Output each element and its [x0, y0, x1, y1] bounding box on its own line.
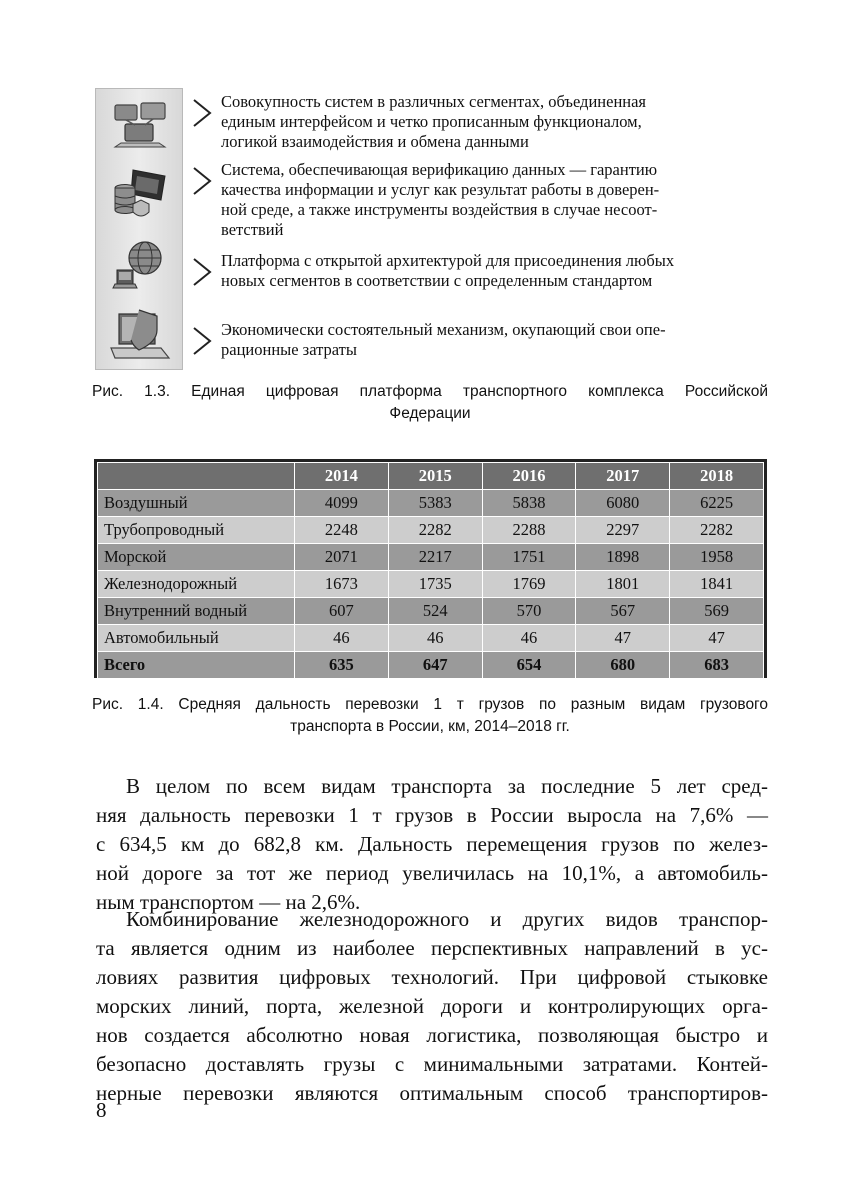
table-header-cell: 2018: [670, 463, 764, 490]
table-cell: 1673: [295, 571, 389, 598]
text-line: с 634,5 км до 682,8 км. Дальность перемещения грузов по желез-: [96, 832, 768, 856]
figure-item-text-line: Платформа с открытой архитектурой для присоединения любых: [221, 251, 675, 270]
text-line: морских линий, порта, железной дороги и контролирующих орга-: [96, 994, 768, 1018]
caption-line: Рис. 1.3. Единая цифровая платформа транспортного комплекса Российской: [92, 383, 768, 400]
page-number: 8: [96, 1098, 107, 1122]
data-verification-icon: [96, 159, 184, 229]
caption-line: Рис. 1.4. Средняя дальность перевозки 1 т грузов по разным видам грузового: [92, 696, 768, 713]
table-cell: 46: [482, 625, 576, 652]
table-cell: 1735: [388, 571, 482, 598]
network-computers-icon: [96, 89, 184, 159]
table-cell: 524: [388, 598, 482, 625]
figure-caption-1-4: [92, 694, 768, 738]
chevron-right-icon: [191, 257, 213, 287]
row-label: Трубопроводный: [98, 517, 295, 544]
table-cell: 683: [670, 652, 764, 679]
table-cell: 46: [295, 625, 389, 652]
table-cell: 570: [482, 598, 576, 625]
table-header-cell: 2014: [295, 463, 389, 490]
shield-laptop-icon: [96, 299, 184, 371]
table-total-row: [98, 652, 764, 679]
row-label: Воздушный: [98, 490, 295, 517]
text-line: нов создается абсолютно новая логистика, позволяющая быстро и: [96, 1023, 768, 1047]
table-row: [98, 517, 764, 544]
figure-item-text-line: единым интерфейсом и четко прописанным функционалом,: [221, 112, 642, 131]
figure-item-text-line: Система, обеспечивающая верификацию данных — гарантию: [221, 160, 658, 179]
figure-item-text-line: логикой взаимодействия и обмена данными: [221, 132, 529, 151]
figure-item-text-line: Совокупность систем в различных сегментах, объединенная: [221, 92, 647, 111]
caption-line: Федерации: [389, 405, 471, 422]
figure-item-text-line: ной среде, а также инструменты воздействия в случае несоот-: [221, 200, 658, 219]
figure-item-1: [191, 92, 775, 152]
table-cell: 2288: [482, 517, 576, 544]
table-cell: 5838: [482, 490, 576, 517]
table-cell: 1751: [482, 544, 576, 571]
table-cell: 1958: [670, 544, 764, 571]
table-cell: 2297: [576, 517, 670, 544]
table-cell: 607: [295, 598, 389, 625]
table-cell: 1841: [670, 571, 764, 598]
distance-table: [94, 459, 767, 678]
icon-strip: [95, 88, 183, 370]
table-cell: 647: [388, 652, 482, 679]
table-cell: 2248: [295, 517, 389, 544]
table-cell: 2217: [388, 544, 482, 571]
text-line: В целом по всем видам транспорта за последние 5 лет сред-: [126, 774, 768, 798]
table-cell: 4099: [295, 490, 389, 517]
table-row: [98, 490, 764, 517]
table-header-cell: 2017: [576, 463, 670, 490]
text-line: няя дальность перевозки 1 т грузов в России выросла на 7,6% —: [96, 803, 768, 827]
text-line: та является одним из наиболее перспективных направлений в ус-: [96, 936, 768, 960]
table-cell: 567: [576, 598, 670, 625]
table-cell: 47: [670, 625, 764, 652]
figure-item-text-line: качества информации и услуг как результат работы в доверен-: [221, 180, 660, 199]
row-label: Всего: [98, 652, 295, 679]
table-row: [98, 625, 764, 652]
table-cell: 5383: [388, 490, 482, 517]
row-label: Железнодорожный: [98, 571, 295, 598]
table-cell: 1898: [576, 544, 670, 571]
figure-1-3: [95, 88, 775, 370]
text-line: безопасно доставлять грузы с минимальными затратами. Контей-: [96, 1052, 768, 1076]
caption-line: транспорта в России, км, 2014–2018 гг.: [290, 718, 570, 735]
table-row: [98, 571, 764, 598]
paragraph-1: [96, 772, 768, 917]
figure-caption-1-3: [92, 381, 768, 425]
text-line: ной дороге за тот же период увеличилась на 10,1%, а автомобиль-: [96, 861, 768, 885]
table-cell: 1801: [576, 571, 670, 598]
row-label: Внутренний водный: [98, 598, 295, 625]
table-cell: 46: [388, 625, 482, 652]
figure-item-2: [191, 160, 775, 240]
text-line: ловиях развития цифровых технологий. При цифровой стыковке: [96, 965, 768, 989]
figure-item-text-line: Экономически состоятельный механизм, окупающий свои опе-: [221, 320, 666, 339]
table-cell: 2282: [670, 517, 764, 544]
figure-item-3: [191, 251, 775, 291]
table-header-cell: [98, 463, 295, 490]
table-cell: 6080: [576, 490, 670, 517]
chevron-right-icon: [191, 98, 213, 128]
table-header-cell: 2015: [388, 463, 482, 490]
table-cell: 680: [576, 652, 670, 679]
table-row: [98, 544, 764, 571]
paragraph-2: [96, 905, 768, 1108]
globe-platform-icon: [96, 229, 184, 299]
table-cell: 2282: [388, 517, 482, 544]
text-line: ным транспортом — на 2,6%.: [96, 890, 361, 914]
table-cell: 654: [482, 652, 576, 679]
figure-item-text-line: новых сегментов в соответствии с определенным стандартом: [221, 271, 653, 290]
figure-item-text-line: ветствий: [221, 220, 284, 239]
row-label: Автомобильный: [98, 625, 295, 652]
text-line: Комбинирование железнодорожного и других видов транспор-: [126, 907, 768, 931]
figure-item-text-line: рационные затраты: [221, 340, 357, 359]
table-header-cell: 2016: [482, 463, 576, 490]
table-header-row: [98, 463, 764, 490]
chevron-right-icon: [191, 166, 213, 196]
table-cell: 47: [576, 625, 670, 652]
table-cell: 2071: [295, 544, 389, 571]
table-cell: 6225: [670, 490, 764, 517]
figure-item-4: [191, 320, 775, 360]
row-label: Морской: [98, 544, 295, 571]
table-cell: 569: [670, 598, 764, 625]
chevron-right-icon: [191, 326, 213, 356]
text-line: нерные перевозки являются оптимальным способ транспортиров-: [96, 1081, 768, 1105]
table-cell: 1769: [482, 571, 576, 598]
table-row: [98, 598, 764, 625]
table-cell: 635: [295, 652, 389, 679]
